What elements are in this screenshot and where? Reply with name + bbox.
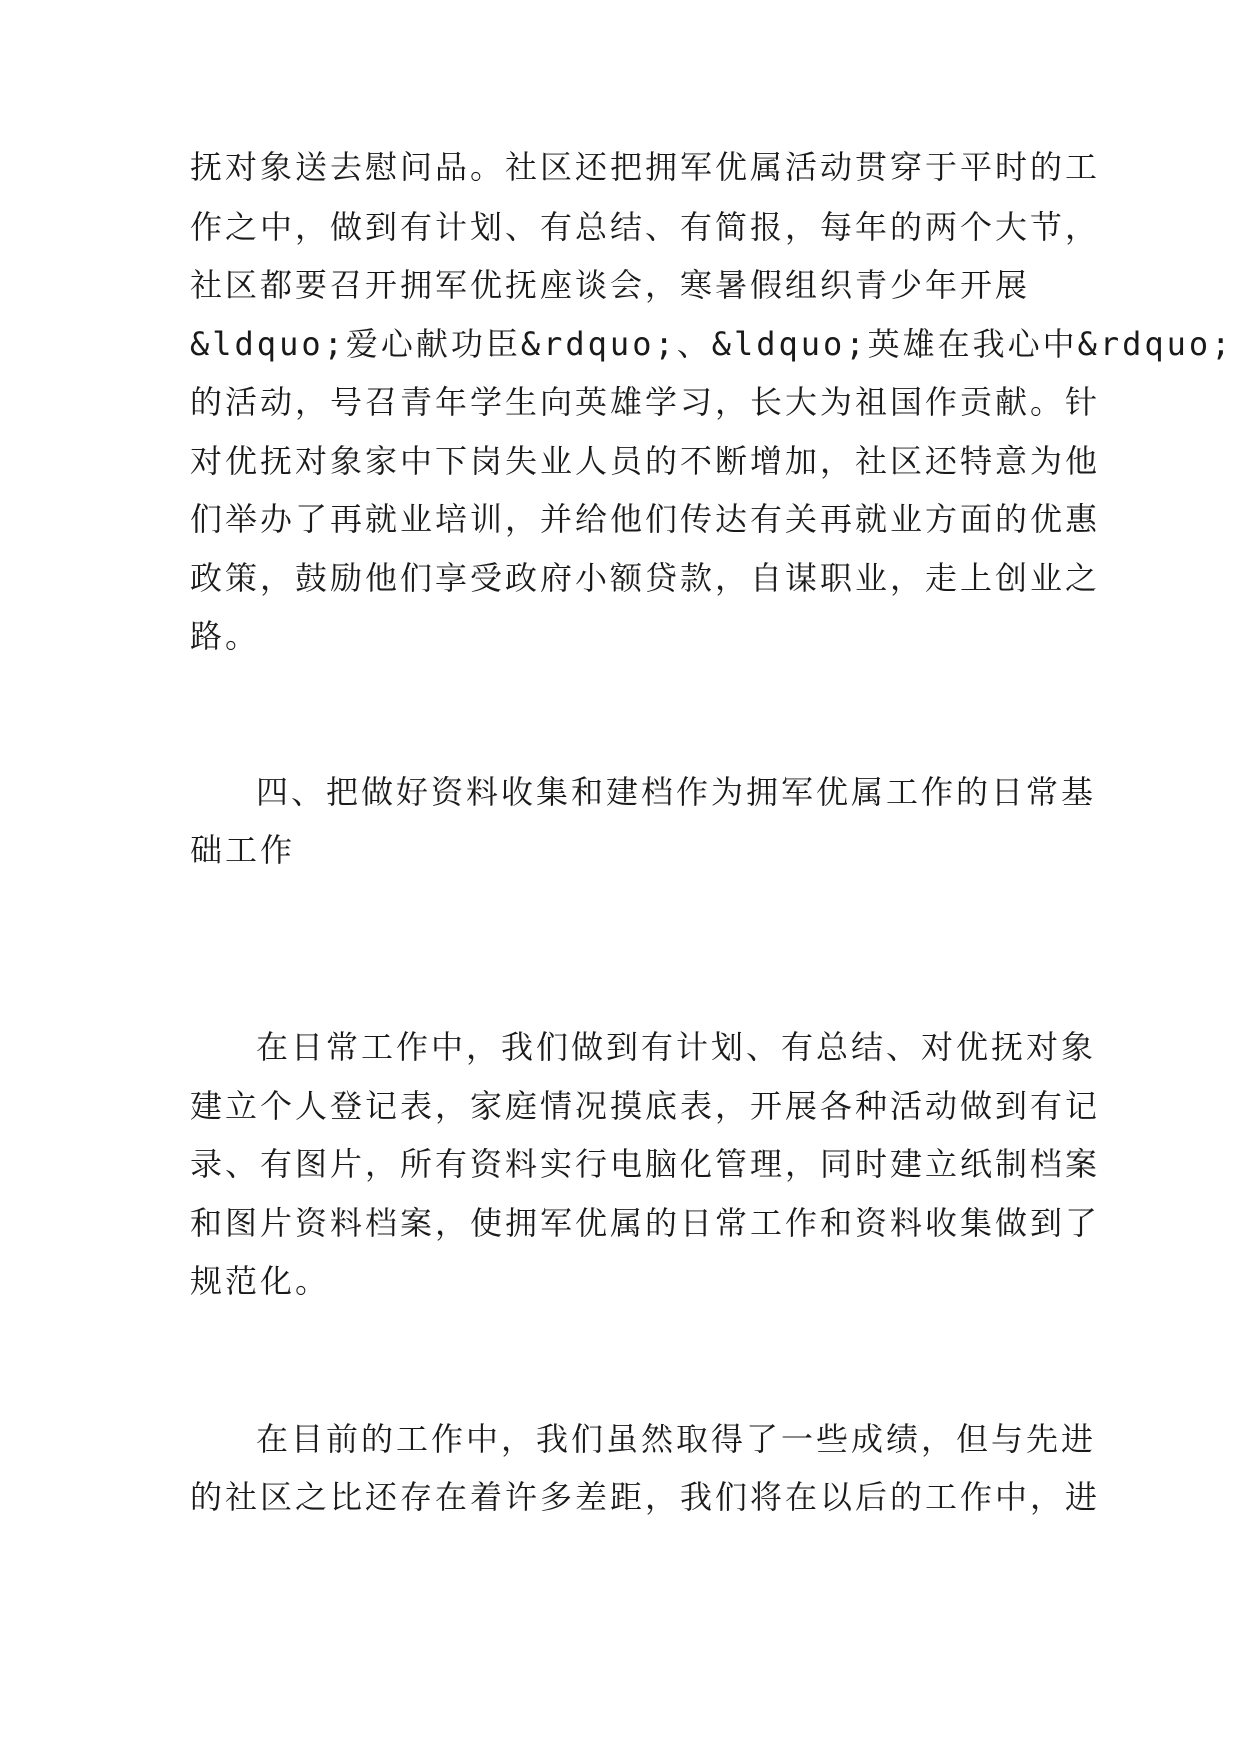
text-line: 作之中，做到有计划、有总结、有简报，每年的两个大节，	[190, 208, 1101, 246]
heading-line: 四、把做好资料收集和建档作为拥军优属工作的日常基	[256, 773, 1097, 811]
text-line: 和图片资料档案，使拥军优属的日常工作和资料收集做到了	[190, 1204, 1101, 1242]
text-line: 在日常工作中，我们做到有计划、有总结、对优抚对象	[256, 1028, 1097, 1066]
text-line: 规范化。	[190, 1262, 331, 1300]
text-line: 建立个人登记表，家庭情况摸底表，开展各种活动做到有记	[190, 1087, 1101, 1125]
text-line: 社区都要召开拥军优抚座谈会，寒暑假组织青少年开展	[190, 266, 1031, 304]
text-line: 的社区之比还存在着许多差距，我们将在以后的工作中，进	[190, 1478, 1101, 1516]
text-line: 路。	[190, 617, 261, 655]
text-line: &ldquo;爱心献功臣&rdquo;、&ldquo;英雄在我心中&rdquo;	[190, 325, 1234, 363]
heading-line: 础工作	[190, 831, 296, 869]
text-line: 抚对象送去慰问品。社区还把拥军优属活动贯穿于平时的工	[190, 148, 1101, 186]
text-line: 们举办了再就业培训，并给他们传达有关再就业方面的优惠	[190, 500, 1101, 538]
text-line: 对优抚对象家中下岗失业人员的不断增加，社区还特意为他	[190, 442, 1101, 480]
text-line: 在目前的工作中，我们虽然取得了一些成绩，但与先进	[256, 1420, 1097, 1458]
text-line: 的活动，号召青年学生向英雄学习，长大为祖国作贡献。针	[190, 383, 1101, 421]
text-line: 政策，鼓励他们享受政府小额贷款，自谋职业，走上创业之	[190, 559, 1101, 597]
text-line: 录、有图片，所有资料实行电脑化管理，同时建立纸制档案	[190, 1145, 1101, 1183]
